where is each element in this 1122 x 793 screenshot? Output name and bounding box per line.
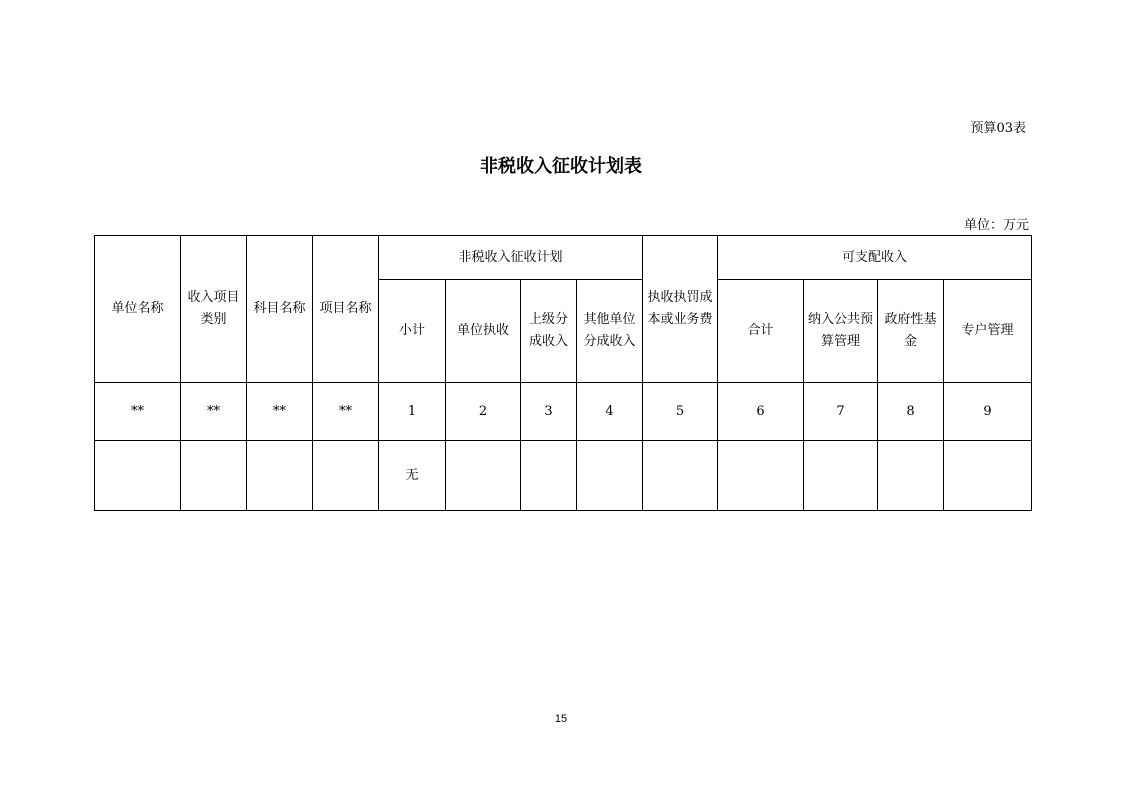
header-gov-fund: 政府性基金 xyxy=(878,280,944,383)
data-cell xyxy=(247,441,313,511)
index-cell: ** xyxy=(247,383,313,441)
data-cell-subtotal: 无 xyxy=(379,441,446,511)
unit-label: 单位：万元 xyxy=(963,218,1029,233)
index-cell: 2 xyxy=(446,383,521,441)
header-subtotal: 小计 xyxy=(379,280,446,383)
data-cell xyxy=(95,441,181,511)
index-cell: 9 xyxy=(944,383,1032,441)
header-plan-group: 非税收入征收计划 xyxy=(379,236,643,280)
header-superior-share: 上级分成收入 xyxy=(521,280,577,383)
index-cell: 1 xyxy=(379,383,446,441)
header-unit-collect: 单位执收 xyxy=(446,280,521,383)
data-cell xyxy=(181,441,247,511)
header-row-1 xyxy=(95,236,1032,280)
index-cell: 7 xyxy=(804,383,878,441)
index-cell: ** xyxy=(181,383,247,441)
data-cell xyxy=(804,441,878,511)
page-number: 15 xyxy=(554,713,568,725)
data-cell xyxy=(944,441,1032,511)
index-cell: ** xyxy=(313,383,379,441)
header-public-budget: 纳入公共预算管理 xyxy=(804,280,878,383)
index-cell: ** xyxy=(95,383,181,441)
index-cell: 6 xyxy=(718,383,804,441)
data-cell xyxy=(577,441,643,511)
index-cell: 3 xyxy=(521,383,577,441)
header-income-category: 收入项目类别 xyxy=(181,236,247,383)
data-cell xyxy=(446,441,521,511)
table-number-label: 预算03表 xyxy=(970,121,1026,136)
data-cell xyxy=(718,441,804,511)
document-title: 非税收入征收计划表 xyxy=(480,156,642,177)
data-row xyxy=(95,441,1032,511)
data-cell xyxy=(313,441,379,511)
data-cell xyxy=(521,441,577,511)
revenue-plan-table xyxy=(94,235,1032,511)
header-disposable-group: 可支配收入 xyxy=(718,236,1032,280)
header-penalty-cost: 执收执罚成本或业务费 xyxy=(643,236,718,383)
header-other-unit-share: 其他单位分成收入 xyxy=(577,280,643,383)
header-project-name: 项目名称 xyxy=(313,236,379,383)
header-total: 合计 xyxy=(718,280,804,383)
header-unit-name: 单位名称 xyxy=(95,236,181,383)
index-row xyxy=(95,383,1032,441)
data-cell xyxy=(643,441,718,511)
data-cell xyxy=(878,441,944,511)
index-cell: 8 xyxy=(878,383,944,441)
index-cell: 4 xyxy=(577,383,643,441)
header-subject-name: 科目名称 xyxy=(247,236,313,383)
header-special-account: 专户管理 xyxy=(944,280,1032,383)
index-cell: 5 xyxy=(643,383,718,441)
